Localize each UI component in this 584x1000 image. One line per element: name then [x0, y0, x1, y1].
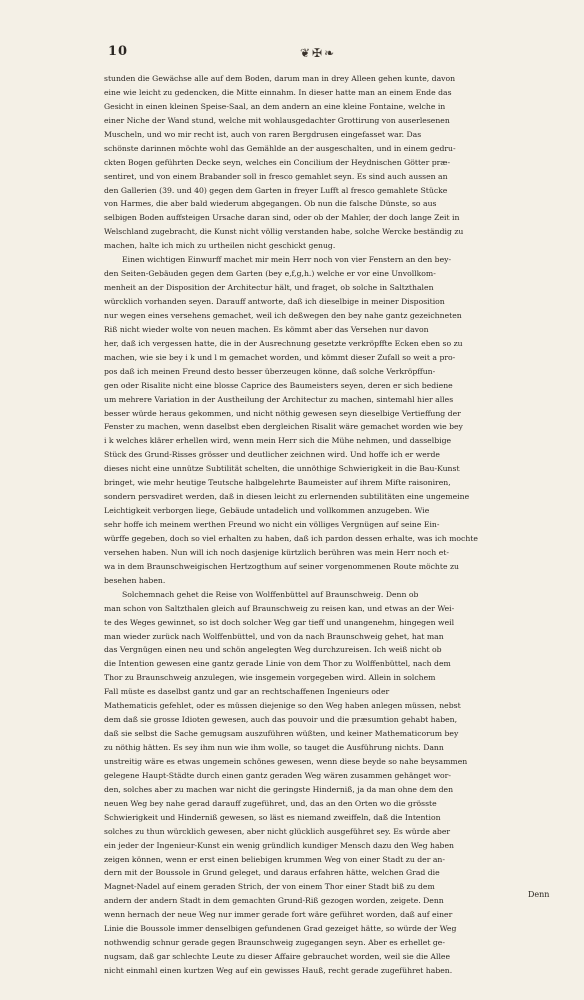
- text-line: Einen wichtigen Einwurff machet mir mein Herr noch von vier Fenstern an den bey-: [122, 255, 452, 265]
- text-line: pos daß ich meinen Freund desto besser überzeugen könne, daß solche Verkröpffun-: [104, 366, 436, 376]
- text-line: unstreitig wäre es etwas ungemein schönes gewesen, wenn diese beyde so nahe beysammen: [104, 756, 468, 766]
- text-line: versehen haben. Nun will ich noch dasjenige kürtzlich berühren was mein Herr noch et-: [104, 547, 449, 557]
- text-line: eine wie leicht zu gedencken, die Mitte einnahm. In dieser hatte man an einem Ende das: [104, 87, 452, 97]
- text-line: von Harmes, die aber bald wiederum abgegangen. Ob nun die falsche Dünste, so aus: [104, 199, 437, 209]
- text-line: schönste darinnen möchte wohl das Gemählde an der ausgeschalten, und in einem gedru-: [104, 143, 456, 153]
- text-line: daß sie selbst die Sache gemugsam auszuführen wüßten, und keiner Mathematicorum bey: [104, 729, 459, 739]
- text-line: Muscheln, und wo mir recht ist, auch von raren Bergdrusen eingefasset war. Das: [104, 129, 422, 139]
- header-ornament-icon: ❦✠❧: [300, 46, 337, 60]
- text-line: Welschland zugebracht, die Kunst nicht völlig verstanden habe, solche Wercke beständig zu: [104, 227, 464, 237]
- text-line: wa in dem Braunschweigischen Hertzogthum auf seiner vorgenommenen Route möchte zu: [104, 561, 459, 571]
- text-line: te des Weges gewinnet, so ist doch solcher Weg gar tieff und unangenehm, hingegen weil: [104, 617, 455, 627]
- text-line: würffe gegeben, doch so viel erhalten zu haben, daß ich pardon dessen erhalte, was ich mochte: [104, 533, 478, 543]
- text-line: andern der andern Stadt in dem gemachten Grund-Riß gezogen worden, zeigete. Denn: [104, 896, 444, 906]
- text-line: her, daß ich vergessen hatte, die in der Ausrechnung gesetzte verkröpffte Ecken eben so zu: [104, 338, 463, 348]
- text-line: Linie die Boussole immer denselbigen gefundenen Grad gezeiget hätte, so würde der Weg: [104, 924, 457, 934]
- catchword: Denn: [528, 890, 550, 899]
- text-line: man wieder zurück nach Wolffenbüttel, und von da nach Braunschweig gehet, hat man: [104, 631, 444, 641]
- text-line: wenn hernach der neue Weg nur immer gerade fort wäre geführet worden, daß auf einer: [104, 910, 453, 920]
- text-line: stunden die Gewächse alle auf dem Boden, darum man in drey Alleen gehen kunte, davon: [104, 74, 456, 83]
- text-line: machen, halte ich mich zu urtheilen nicht geschickt genug.: [104, 241, 336, 251]
- text-line: besehen haben.: [104, 575, 166, 585]
- text-line: Leichtigkeit verborgen liege, Gebäude untadelich und vollkommen anzugeben. Wie: [104, 506, 430, 516]
- text-line: man schon von Saltzthalen gleich auf Braunschweig zu reisen kan, und etwas an der Wei-: [104, 603, 455, 613]
- page-header: [108, 44, 560, 62]
- text-line: gelegene Haupt-Städte durch einen gantz geraden Weg wären zusammen gehänget wor-: [104, 770, 451, 780]
- text-line: Magnet-Nadel auf einem geraden Strich, der von einem Thor einer Stadt biß zu dem: [104, 882, 435, 892]
- text-line: das Vergnügen einen neu und schön angelegten Weg durchzureisen. Ich weiß nicht ob: [104, 645, 442, 655]
- text-line: die Intention gewesen eine gantz gerade Linie von dem Thor zu Wolffenbüttel, nach dem: [104, 659, 451, 669]
- text-line: Mathematicis gefehlet, oder es müssen diejenige so den Weg haben anlegen müssen, nebst: [104, 701, 461, 711]
- text-line: bringet, wie mehr heutige Teutsche halbgelehrte Baumeister auf ihrem Mifte raisoniren,: [104, 478, 451, 488]
- text-line: machen, wie sie bey i k und l m gemachet worden, und kömmt dieser Zufall so weit a pro-: [104, 352, 456, 362]
- text-line: sehr hoffe ich meinem werthen Freund wo nicht ein völliges Vergnügen auf seine Ein-: [104, 520, 440, 529]
- text-line: nur wegen eines versehens gemachet, weil ich deßwegen den bey nahe gantz gezeichneten: [104, 310, 462, 320]
- text-line: ein jeder der Ingenieur-Kunst ein wenig gründlich kundiger Mensch dazu den Weg haben: [104, 840, 454, 850]
- text-line: den Gallerien (39. und 40) gegen dem Garten in freyer Lufft al fresco gemahlete Stücke: [104, 185, 448, 195]
- text-line: nugsam, daß gar schlechte Leute zu dieser Affaire gebrauchet worden, weil sie die Allee: [104, 952, 451, 962]
- text-line: zeigen können, wenn er erst einen beliebigen krummen Weg von einer Stadt zu der an-: [104, 854, 445, 864]
- text-line: Stück des Grund-Risses grösser und deutlicher zeichnen wird. Und hoffe ich er werde: [104, 450, 440, 460]
- text-line: Schwierigkeit und Hinderniß gewesen, so läst es niemand zweiffeln, daß die Intention: [104, 812, 441, 822]
- text-line: selbigen Boden auffsteigen Ursache daran sind, oder ob der Mahler, der doch lange Zeit in: [104, 213, 460, 223]
- text-line: Gesicht in einen kleinen Speise-Saal, an dem andern an eine kleine Fontaine, welche in: [104, 101, 446, 111]
- text-line: gen oder Risalite nicht eine blosse Caprice des Baumeisters seyen, deren er sich bediene: [104, 380, 453, 390]
- text-line: Fenster zu machen, wenn daselbst eben dergleichen Risalit wäre gemachet worden wie bey: [104, 422, 463, 432]
- text-line: den, solches aber zu machen war nicht die geringste Hinderniß, ja da man ohne dem den: [104, 784, 454, 794]
- text-line: i k welches klärer erhellen wird, wenn mein Herr sich die Mühe nehmen, und dasselbige: [104, 436, 452, 446]
- text-line: ckten Bogen geführten Decke seyn, welches ein Concilium der Heydnischen Götter præ-: [104, 157, 451, 167]
- text-line: dieses nicht eine unnütze Subtilität schelten, die unnöthige Schwierigkeit in die Bau-Kunst: [104, 464, 460, 474]
- text-line: den Seiten-Gebäuden gegen dem Garten (bey e,f,g,h.) welche er vor eine Unvollkom-: [104, 269, 436, 279]
- text-line: Solchemnach gehet die Reise von Wolffenbüttel auf Braunschweig. Denn ob: [122, 589, 419, 599]
- page-number: 10: [108, 44, 129, 59]
- body-text: [104, 72, 562, 978]
- text-line: besser würde heraus gekommen, und nicht nöthig gewesen seyn dieselbige Vertieffung der: [104, 408, 461, 418]
- text-line: würcklich vorhanden seyen. Darauff antworte, daß ich dieselbige in meiner Disposition: [104, 297, 445, 306]
- text-line: Riß nicht wieder wolte von neuen machen. Es kömmt aber das Versehen nur davon: [104, 324, 429, 334]
- text-line: um mehrere Variation in der Austheilung der Architectur zu machen, sintemahl hier alles: [104, 394, 454, 404]
- text-line: sondern persvadiret werden, daß in diesen leicht zu erlernenden subtilitäten eine ungemeine: [104, 492, 470, 502]
- text-line: nothwendig schnur gerade gegen Braunschweig zugegangen seyn. Aber es erhellet ge-: [104, 938, 445, 948]
- text-line: nicht einmahl einen kurtzen Weg auf ein gewisses Hauß, recht gerade zugeführet haben.: [104, 966, 453, 975]
- text-line: solches zu thun würcklich gewesen, aber nicht glücklich ausgeführet sey. Es würde aber: [104, 826, 451, 836]
- text-line: Thor zu Braunschweig anzulegen, wie insgemein vorgegeben wird. Allein in solchem: [104, 673, 436, 683]
- text-line: Fall müste es daselbst gantz und gar an rechtschaffenen Ingenieurs oder: [104, 687, 390, 697]
- text-line: sentiret, und von einem Brabander soll in fresco gemahlet seyn. Es sind auch aussen an: [104, 171, 448, 181]
- text-line: einer Niche der Wand stund, welche mit wohlausgedachter Grottirung von auserlesenen: [104, 115, 450, 125]
- text-line: menheit an der Disposition der Architectur hält, und fraget, ob solche in Saltzthalen: [104, 283, 434, 293]
- text-line: zu nöthig hätten. Es sey ihm nun wie ihm wolle, so tauget die Ausführung nichts. Dann: [104, 743, 444, 752]
- text-line: dem daß sie grosse Idioten gewesen, auch das pouvoir und die præsumtion gehabt haben,: [104, 715, 458, 725]
- text-line: dern mit der Boussole in Grund geleget, und daraus erfahren hätte, welchen Grad die: [104, 868, 440, 878]
- text-line: neuen Weg bey nahe gerad darauff zugeführet, und, das an den Orten wo die grösste: [104, 798, 437, 808]
